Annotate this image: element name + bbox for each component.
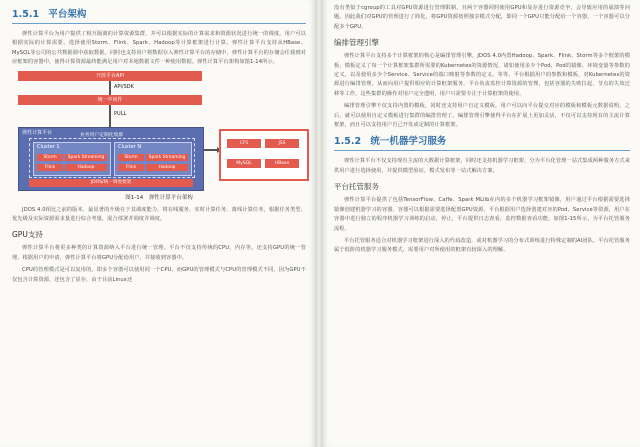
chip-storm: Storm <box>37 154 63 161</box>
right-page <box>322 0 640 447</box>
jdos-paragraph: JDOS 4.0相比之前的版本，最显著的升级在于其调度能力，将在线服务、实时计算任务、离线计算任务，根据任务类型、优先级及实际资源需求量进行综合考量，混合部署并调度并调度。 <box>12 206 306 223</box>
hosting-heading: 平台托管服务 <box>334 182 379 192</box>
arrow-api <box>109 81 111 95</box>
figure-caption: 图1-14 弹性计算平台架构 <box>125 194 193 201</box>
section-heading-1-5-2 <box>334 133 630 151</box>
storage-mysql: MySQL <box>227 159 261 168</box>
cluster-name: Cluster 1 <box>37 143 60 150</box>
cluster-name: Cluster N <box>118 143 142 150</box>
cluster-group-title: 业务用户定制化集群 <box>80 132 124 138</box>
chip-spark-streaming: Spark Streaming <box>146 154 188 161</box>
section-number: 1.5.2 <box>334 136 362 148</box>
platform-bottom-bar: JDOS/统一调度框架 <box>29 179 193 187</box>
hosting-paragraph-2: 平台托管服务适合对机器学习框架进行深入的代码改造，或对机器学习的分布式训练进行特殊定制的AI团队。平台托管服务属于低阶的机器学习服务模式，需要用户对所使用的框架有较深入的理解。 <box>334 237 630 254</box>
section-title: 统一机器学习服务 <box>370 136 447 148</box>
ml-intro-paragraph: 弹性计算平台不仅支持现有主流的大数据计算框架，同时还支持机器学习框架，分为平台化管理一站式集成两种服务方式来供用户进行选择使用，并提供模型验证，模式发布等一站式解决方案。 <box>334 158 630 174</box>
scheduler-paragraph-1: 弹性计算平台支持多个计算框架的核心是编排管理引擎，JDOS 4.0内置Hadoop、Spark、Flink、Storm等多个框架的模板，模板定义了每一个计算框架集群所需要的Kubernetes的资源情况，诸如使用多少个Pod，Pod的镜像、环境变量等参数的定义，以及使用多少个Service、Service的端口映射等参数的定义。等等。平台根据用户的参数和模板，对Kubernetes的资源进行编排管理，从而向用户提供相应的计算框架服务。平台负责监控计算资源的管理，包括容器的失败拉起、节点的失效迁移等工作。这些集群的操作对用户完全透明，用户只需要专注于计算框架的使用。 <box>334 53 630 97</box>
diagram-pull-label: PULL <box>114 110 127 117</box>
diagram-top-bar: 开放平台API <box>18 71 202 81</box>
intro-paragraph: 弹性计算平台为用户提供了相互隔离的计算资源集群，并可以根据实际的计算需求和资源状况进行统一的调度。用户可以根据实际的计算需要，选择使用Storm、Flink、Spark、Hadoop等计算框架进行计算。弹性计算平台支持从HBase、MySQL等公司的公共数据源中获取数据。同时也支持用户将数据存入弹性计算平台的存储中，弹性计算平台的存储会任我到对应框架的容器中，使得计算资源最终能满足用户对本地数据文件一种使用数据。弹性计算平台架构如图1-14所示。 <box>12 31 306 66</box>
elastic-platform-box <box>18 127 204 191</box>
arrow-to-storage <box>204 149 218 151</box>
storage-jss: JSS <box>265 139 299 148</box>
chip-storm: Storm <box>118 154 144 161</box>
gpu-heading: GPU支持 <box>12 230 43 240</box>
cluster-n <box>114 142 192 176</box>
chip-flink: Flink <box>118 164 144 171</box>
chip-spark-streaming: Spark Streaming <box>65 154 107 161</box>
hosting-paragraph-1: 弹性计算平台提供了包括TensorFlow、Caffe、Spark MLlib在内的多个机器学习框架镜像，用户通过平台根据需要选择镜像创建机器学习的容器，容器可以根据需要选择配置GPU资源。平台根据用户选择创建对应的Pod、Service等资源，用户在容器中进行独立的程序机器学习训练的启动，停止，平台提供日志查看，监控数据查看功能，如图1-15所示，为平台托管服务流程。 <box>334 197 630 232</box>
gpu-paragraph-2: CPU的管理模式是可以复用的，即多个容器可以使用同一个CPU，而GPU的管理模式与CPU的管理模式不同，因为GPU不仅包含计算资源，还包含了显存，由于目前Linux还 <box>12 267 306 283</box>
platform-title: 弹性计算平台 <box>22 129 53 136</box>
arrow-pull <box>109 105 111 127</box>
gpu-continued-paragraph: 没有类似于cgroup的工具对GPU资源进行管理限制，且两个容器同时使用GPU和显存进行资源竞争，会导致应用的崩溃等问题。因此我们对GPU的管理进行了简化，将GPU资源按照独享模式分配，即同一个GPU只能分配给一个容器，一个容器可以分配多个GPU。 <box>334 5 630 30</box>
storage-cfs: CFS <box>227 139 261 148</box>
section-heading-1-5-1 <box>12 6 306 24</box>
storage-hbase: HBase <box>265 159 299 168</box>
chip-hadoop: Hadoop <box>65 164 107 171</box>
chip-hadoop: Hadoop <box>146 164 188 171</box>
cluster-1 <box>33 142 111 176</box>
left-page <box>0 0 316 447</box>
architecture-diagram <box>14 71 306 191</box>
diagram-api-label: API/SDK <box>114 83 134 90</box>
section-number: 1.5.1 <box>12 9 40 20</box>
gpu-paragraph-1: 弹性计算平台将更多种类的计算资源纳入平台进行统一管理。平台不仅支持传统的CPU。内存等。还支持GPU的统一管理。根据用户的申请，弹性计算平台将GPU分配给用户，并接收到容器中。 <box>12 245 306 261</box>
diagram-middle-bar: 统一中间件 <box>18 95 202 105</box>
scheduler-heading: 编排管理引擎 <box>334 38 379 48</box>
storage-box <box>219 129 309 181</box>
scheduler-paragraph-2: 编排管理引擎不仅支持内置的模板，同时还支持用户自定义模板。用户可以向平台提交对应的模板和模板元数据说明，之后，就可以使用自定义模板进行集群的编排管理了。编排管理引擎使得平台在扩展上更加灵活，不仅可以支持现有的主流计算框架，而且可以支持用户自己开发或定制的计算框架。 <box>334 103 630 129</box>
cluster-group <box>29 132 195 178</box>
section-title: 平台架构 <box>48 9 87 20</box>
chip-flink: Flink <box>37 164 63 171</box>
